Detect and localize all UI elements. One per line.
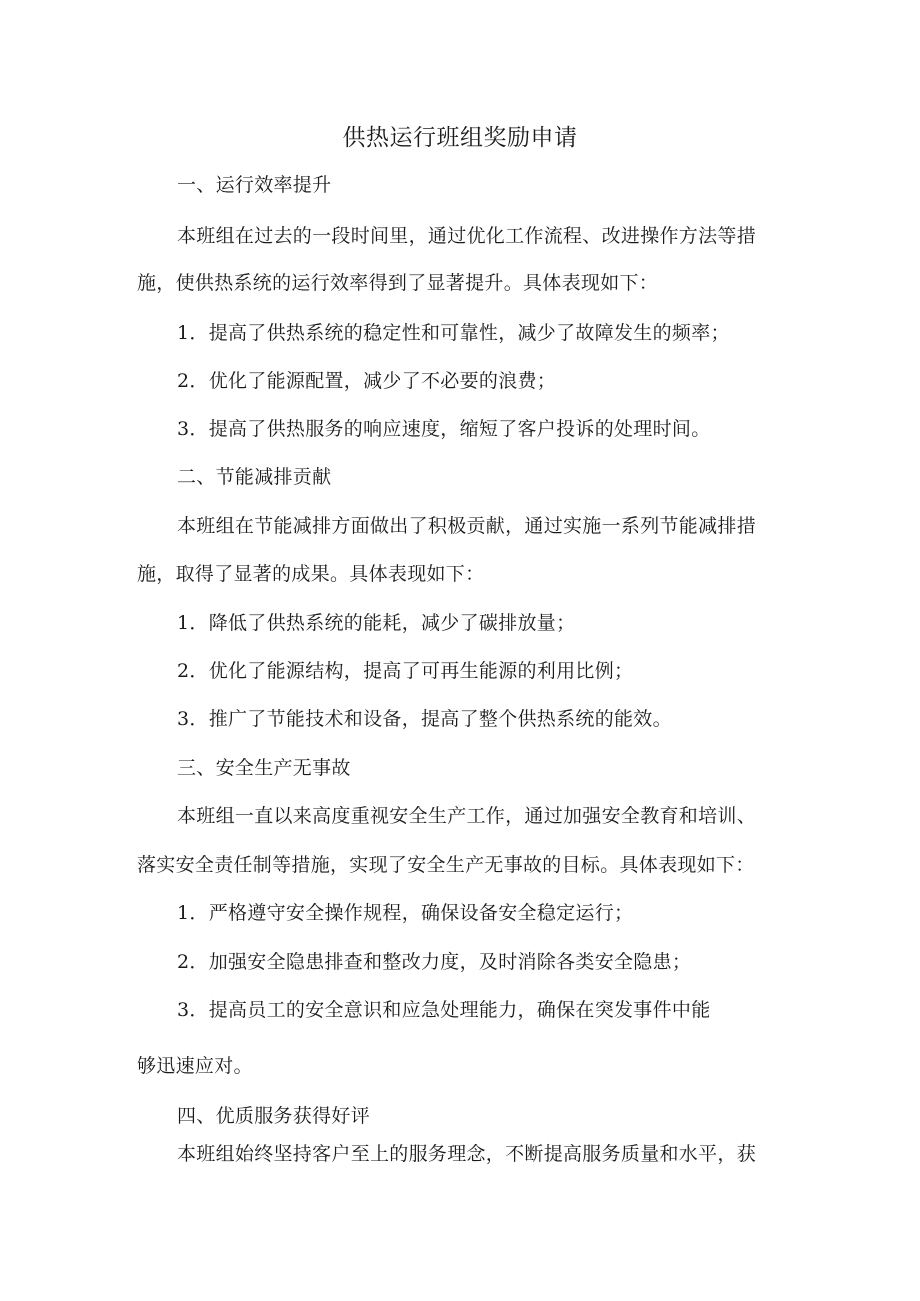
text-line: 施，使供热系统的运行效率得到了显著提升。具体表现如下： [137, 272, 659, 294]
text-line: 落实安全责任制等措施，实现了安全生产无事故的目标。具体表现如下： [137, 854, 755, 876]
text-line: 够迅速应对。 [137, 1055, 253, 1077]
text-line: 2．加强安全隐患排查和整改力度，及时消除各类安全隐患； [177, 951, 692, 973]
text-line: 1．提高了供热系统的稳定性和可靠性，减少了故障发生的频率； [177, 322, 730, 344]
text-line: 三、安全生产无事故 [177, 757, 351, 779]
text-line: 四、优质服务获得好评 [177, 1105, 371, 1127]
text-line: 3．提高了供热服务的响应速度，缩短了客户投诉的处理时间。 [177, 418, 711, 440]
text-line: 本班组在节能减排方面做出了积极贡献，通过实施一系列节能减排措 [177, 515, 757, 537]
text-line: 本班组在过去的一段时间里，通过优化工作流程、改进操作方法等措 [177, 225, 757, 247]
text-line: 2．优化了能源配置，减少了不必要的浪费； [177, 370, 557, 392]
text-line: 3．推广了节能技术和设备，提高了整个供热系统的能效。 [177, 708, 672, 730]
text-line: 一、运行效率提升 [177, 174, 332, 196]
text-line: 本班组始终坚持客户至上的服务理念，不断提高服务质量和水平，获 [177, 1143, 757, 1165]
text-line: 本班组一直以来高度重视安全生产工作，通过加强安全教育和培训、 [177, 805, 757, 827]
text-line: 施，取得了显著的成果。具体表现如下： [137, 563, 485, 585]
text-line: 二、节能减排贡献 [177, 466, 332, 488]
document-title: 供热运行班组奖励申请 [342, 125, 578, 151]
text-line: 2．优化了能源结构，提高了可再生能源的利用比例； [177, 660, 634, 682]
text-line: 3．提高员工的安全意识和应急处理能力，确保在突发事件中能 [177, 999, 711, 1021]
text-line: 1．降低了供热系统的能耗，减少了碳排放量； [177, 612, 576, 634]
text-line: 1．严格遵守安全操作规程，确保设备安全稳定运行； [177, 902, 634, 924]
